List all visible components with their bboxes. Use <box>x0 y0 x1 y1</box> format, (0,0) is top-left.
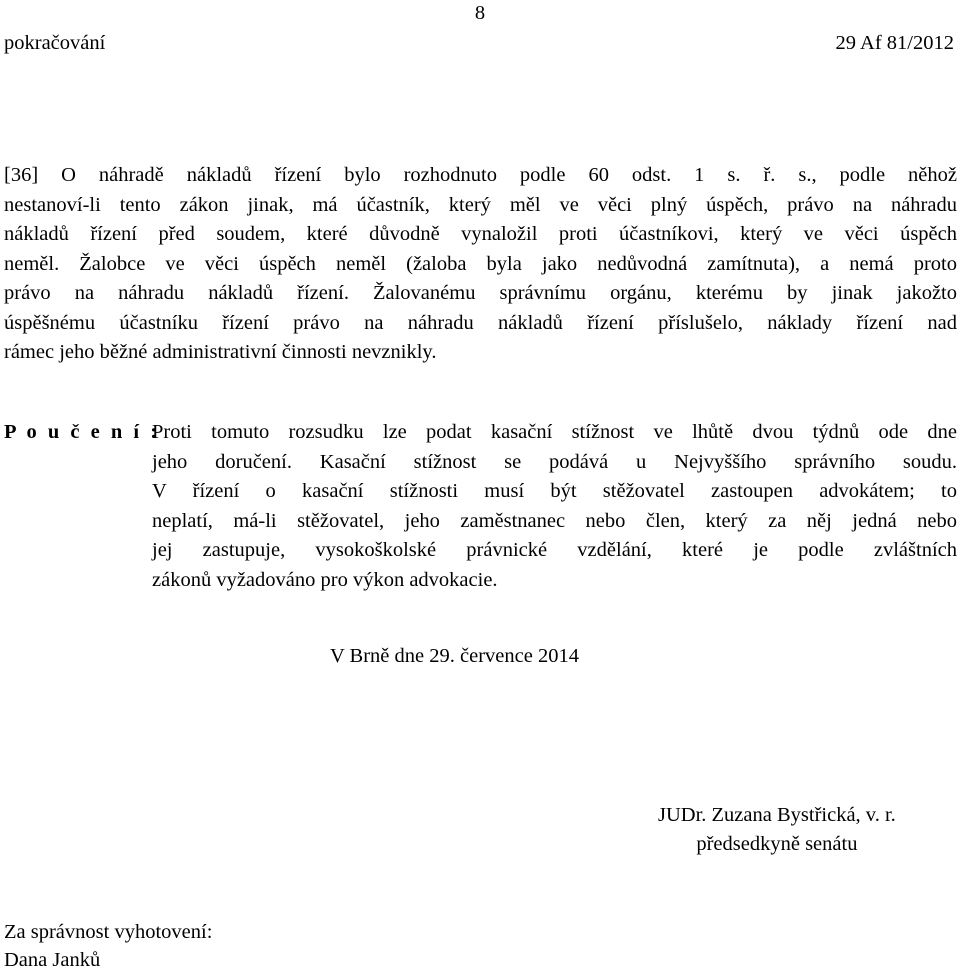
header-continuation-label: pokračování <box>4 32 106 54</box>
text-line: rámec jeho běžné administrativní činnosti nevznikly. <box>4 341 437 363</box>
text-line: úspěšnému účastníku řízení právo na náhradu nákladů řízení příslušelo, náklady řízení nad <box>4 311 957 334</box>
place-date: V Brně dne 29. července 2014 <box>330 645 579 667</box>
paragraph-costs <box>4 161 957 368</box>
text-line: V řízení o kasační stížnosti musí být stěžovatel zastoupen advokátem; to <box>152 480 957 502</box>
signature-block <box>658 801 896 859</box>
text-line: nestanoví-li tento zákon jinak, má účastník, který měl ve věci plný úspěch, právo na náhradu <box>4 193 957 216</box>
signatory-role: předsedkyně senátu <box>696 833 858 855</box>
text-line: [36] O náhradě nákladů řízení bylo rozhodnuto podle 60 odst. 1 s. ř. s., podle něhož <box>4 164 957 186</box>
copy-certification-label: Za správnost vyhotovení: <box>4 921 213 943</box>
signatory-name: JUDr. Zuzana Bystřická, v. r. <box>658 804 896 826</box>
case-number: 29 Af 81/2012 <box>835 32 954 54</box>
text-line: jeho doručení. Kasační stížnost se podává u Nejvyššího správního soudu. <box>152 450 957 473</box>
copy-certification-name: Dana Janků <box>4 949 101 971</box>
text-line: nákladů řízení před soudem, které důvodně vynaložil proti účastníkovi, který ve věci úspěch <box>4 223 957 245</box>
copy-certification <box>4 918 212 974</box>
text-line: zákonů vyžadováno pro výkon advokacie. <box>152 568 498 591</box>
text-line: Proti tomuto rozsudku lze podat kasační stížnost ve lhůtě dvou týdnů ode dne <box>152 421 957 443</box>
instruction-label: P o u č e n í : <box>4 421 161 443</box>
text-line: právo na náhradu nákladů řízení. Žalovanému správnímu orgánu, kterému by jinak jakožto <box>4 282 957 304</box>
text-line: jej zastupuje, vysokoškolské právnické vzdělání, které je podle zvláštních <box>152 539 957 561</box>
page-number: 8 <box>474 2 486 24</box>
instruction-text <box>152 418 957 595</box>
text-line: neměl. Žalobce ve věci úspěch neměl (žaloba byla jako nedůvodná zamítnuta), a nemá proto <box>4 252 957 275</box>
text-line: neplatí, má-li stěžovatel, jeho zaměstnanec nebo člen, který za něj jedná nebo <box>152 509 957 532</box>
